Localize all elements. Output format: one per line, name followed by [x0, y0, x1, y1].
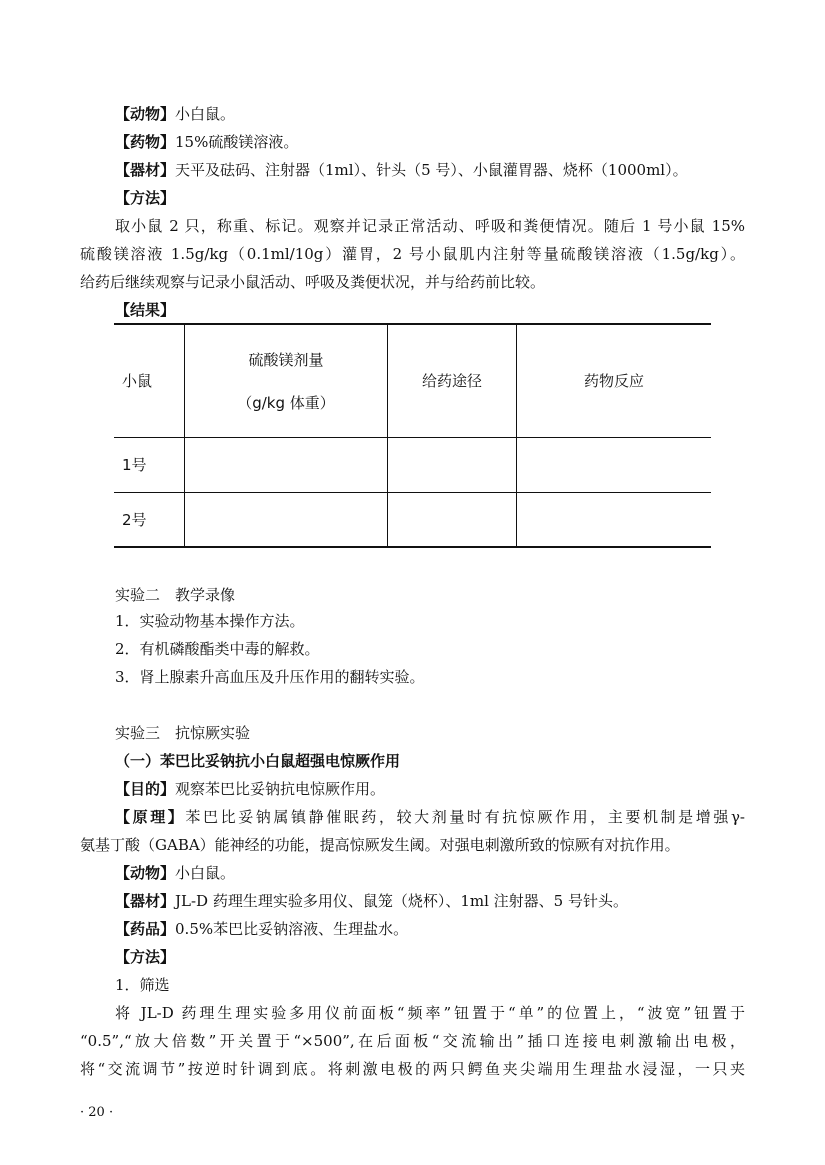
header-dose-title: 硫酸镁剂量: [248, 350, 324, 369]
method-paragraph-line-1: 取小鼠 2 只，称重、标记。观察并记录正常活动、呼吸和粪便情况。随后 1 号小鼠 15%: [115, 217, 745, 235]
header-dose-unit: （g/kg 体重）: [237, 393, 335, 412]
drug-line: [115, 132, 745, 152]
exp3-equipment-label: 【器材】: [115, 892, 176, 910]
step-1-paragraph-line-1: 将 JL-D 药理生理实验多用仪前面板“频率”钮置于“单”的位置上，“波宽”钮置于: [115, 1004, 745, 1022]
drug-label: 【药物】: [115, 133, 176, 151]
purpose-text: 观察苯巴比妥钠抗电惊厥作用。: [175, 780, 386, 798]
method-paragraph-line-3: 给药后继续观察与记录小鼠活动、呼吸及粪便状况，并与给药前比较。: [80, 273, 546, 291]
exp3-animal-line: [115, 863, 745, 883]
cell-route: [388, 492, 517, 547]
exp3-drug-label: 【药品】: [115, 920, 176, 938]
method-label: 【方法】: [115, 189, 176, 207]
animal-line: [115, 104, 745, 124]
exp3-drug-text: 0.5%苯巴比妥钠溶液、生理盐水。: [175, 920, 409, 938]
cell-route: [388, 437, 517, 492]
step-1-heading: 1．筛选: [115, 976, 170, 994]
exp2-item-3: 3．肾上腺素升高血压及升压作用的翻转实验。: [115, 668, 425, 686]
result-table: [114, 323, 711, 548]
exp3-animal-label: 【动物】: [115, 864, 176, 882]
principle-text-1: 苯巴比妥钠属镇静催眠药，较大剂量时有抗惊厥作用，主要机制是增强γ-: [185, 808, 745, 826]
animal-text: 小白鼠。: [175, 105, 236, 123]
principle-line-1: [115, 807, 745, 827]
exp2-item-2: 2．有机磷酸酯类中毒的解救。: [115, 640, 320, 658]
exp3-equipment-line: [115, 891, 745, 911]
header-route: 给药途径: [388, 324, 517, 437]
cell-reaction: [517, 437, 712, 492]
table-header-row: [114, 324, 711, 437]
equipment-label: 【器材】: [115, 161, 176, 179]
exp3-equipment-text: JL-D 药理生理实验多用仪、鼠笼（烧杯）、1ml 注射器、5 号针头。: [175, 892, 628, 910]
cell-reaction: [517, 492, 712, 547]
step-1-paragraph-line-3: 将“交流调节”按逆时针调到底。将刺激电极的两只鳄鱼夹尖端用生理盐水浸湿，一只夹: [80, 1060, 745, 1078]
exp3-animal-text: 小白鼠。: [175, 864, 236, 882]
cell-dose: [185, 437, 388, 492]
animal-label: 【动物】: [115, 105, 176, 123]
table-row: [114, 437, 711, 492]
cell-mouse: 1号: [114, 437, 185, 492]
exp3-title: 实验三 抗惊厥实验: [115, 724, 251, 742]
method-paragraph-line-2: 硫酸镁溶液 1.5g/kg（0.1ml/10g）灌胃，2 号小鼠肌内注射等量硫酸镁溶液（1.5g/kg）。: [80, 245, 745, 263]
cell-dose: [185, 492, 388, 547]
purpose-line: [115, 779, 745, 799]
equipment-line: [115, 160, 745, 180]
header-mouse: 小鼠: [114, 324, 185, 437]
page-number: · 20 ·: [80, 1105, 114, 1120]
exp3-subtitle: （一）苯巴比妥钠抗小白鼠超强电惊厥作用: [115, 752, 401, 770]
cell-mouse: 2号: [114, 492, 185, 547]
exp3-method-label: 【方法】: [115, 948, 176, 966]
table-row: [114, 492, 711, 547]
exp2-item-1: 1．实验动物基本操作方法。: [115, 612, 305, 630]
header-reaction: 药物反应: [517, 324, 712, 437]
drug-text: 15%硫酸镁溶液。: [175, 133, 299, 151]
header-dose: [185, 324, 388, 437]
step-1-paragraph-line-2: “0.5”,“放大倍数”开关置于“×500”,在后面板“交流输出”插口连接电刺激输出电极，: [80, 1032, 745, 1050]
result-label: 【结果】: [115, 301, 176, 319]
exp3-drug-line: [115, 919, 745, 939]
principle-label: 【原理】: [115, 808, 186, 826]
equipment-text: 天平及砝码、注射器（1ml）、针头（5 号）、小鼠灌胃器、烧杯（1000ml）。: [175, 161, 688, 179]
purpose-label: 【目的】: [115, 780, 176, 798]
principle-line-2: 氨基丁酸（GABA）能神经的功能，提高惊厥发生阈。对强电刺激所致的惊厥有对抗作用。: [80, 836, 680, 854]
exp2-title: 实验二 教学录像: [115, 586, 236, 604]
